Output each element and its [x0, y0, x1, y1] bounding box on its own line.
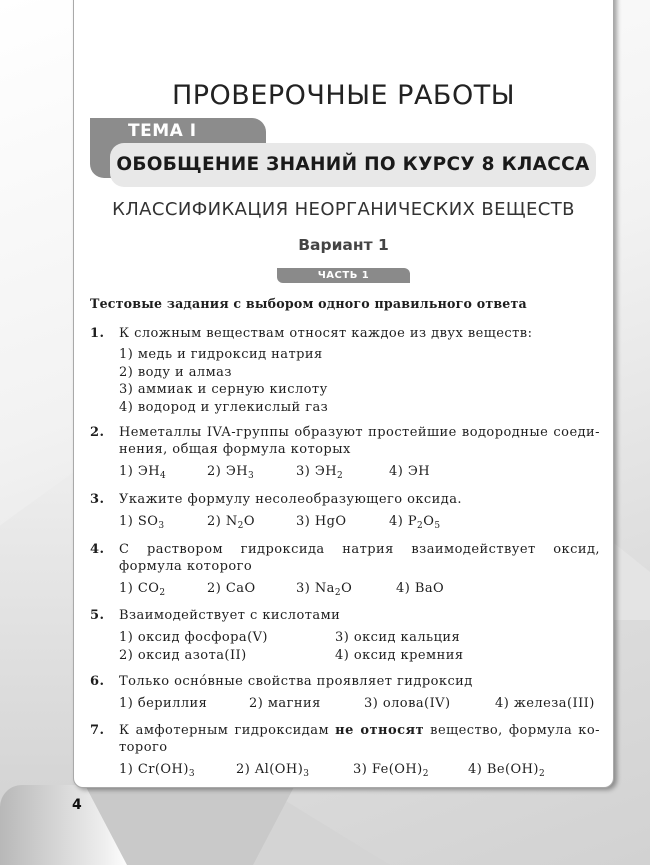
question-text-content: Неметаллы IVA-группы образуют простейшие водородные соеди-нения, общая формула которых [119, 425, 600, 457]
answer-option: 1) оксид фосфора(V) [119, 630, 268, 645]
answer-option: 4) ЭН [389, 464, 431, 479]
question-text [119, 722, 600, 756]
page-title: ПРОВЕРОЧНЫЕ РАБОТЫ [171, 80, 516, 111]
theme-label: ТЕМА I [128, 121, 197, 141]
answer-option: 1) $CO_2$ [119, 581, 166, 598]
question-1 [90, 325, 600, 416]
question-7 [90, 722, 600, 779]
question-number: 1. [90, 326, 105, 341]
answer-option: 2) оксид азота(II) [119, 647, 247, 663]
answer-option: 2) CaO [207, 581, 256, 596]
question-number: 3. [90, 492, 105, 507]
question-text-part: К амфотерным гидроксидам [119, 723, 336, 738]
section-heading: Тестовые задания с выбором одного правильного ответа [90, 296, 527, 311]
answer-option: 3) аммиак и серную кислоту [119, 382, 328, 397]
question-number: 5. [90, 608, 105, 623]
answer-option: 1) $SO_3$ [119, 514, 165, 531]
subtopic-title: КЛАССИФИКАЦИЯ НЕОРГАНИЧЕСКИХ ВЕЩЕСТВ [112, 199, 575, 220]
question-text: К сложным веществам относят каждое из двух веществ: [119, 326, 533, 341]
question-text: Укажите формулу несолеобразующего оксида. [119, 492, 463, 507]
worksheet-page [73, 0, 614, 788]
answer-option: 3) оксид кальция [335, 630, 461, 645]
answer-option: 4) BaO [396, 581, 445, 596]
answer-option: 2) $Al(OH)_3$ [236, 762, 310, 779]
answer-option: 4) водород и углекислый газ [119, 399, 329, 415]
question-number: 6. [90, 674, 105, 689]
question-2 [90, 424, 600, 481]
answer-option: 3) $ЭН_2$ [296, 464, 344, 481]
question-text: Взаимодействует с кислотами [119, 608, 341, 623]
variant-label: Вариант 1 [298, 236, 389, 254]
question-text: Только оснóвные свойства проявляет гидроксид [119, 674, 473, 689]
answer-option: 3) $Na_2O$ [296, 581, 353, 598]
answer-option: 1) медь и гидроксид натрия [119, 347, 323, 362]
question-6 [90, 673, 600, 713]
answer-option: 4) железа(III) [495, 696, 595, 711]
question-text-part: вещество, формула ко-торого [119, 723, 600, 755]
question-text: С раствором гидроксида натрия взаимодействует оксид, формула которого [119, 542, 600, 574]
topic-title: ОБОБЩЕНИЕ ЗНАНИЙ ПО КУРСУ 8 КЛАССА [116, 154, 590, 175]
question-text [119, 424, 600, 458]
part-badge: ЧАСТЬ 1 [277, 268, 410, 283]
answer-option: 3) олова(IV) [364, 696, 451, 711]
answer-option: 3) HgO [296, 514, 347, 529]
answer-option: 2) $N_2O$ [207, 514, 255, 531]
answer-option: 4) $P_2O_5$ [389, 514, 441, 531]
emphasized-text: не относят [335, 723, 425, 738]
answer-option: 1) бериллия [119, 696, 208, 711]
answer-option: 2) воду и алмаз [119, 364, 232, 380]
answer-option: 3) $Fe(OH)_2$ [353, 762, 429, 779]
question-5 [90, 607, 600, 665]
question-number: 4. [90, 542, 105, 557]
answer-option: 4) оксид кремния [335, 647, 464, 663]
question-number: 2. [90, 425, 105, 440]
page-number: 4 [72, 797, 82, 813]
question-4 [90, 541, 600, 598]
question-number: 7. [90, 723, 105, 738]
answer-option: 2) $ЭН_3$ [207, 464, 255, 481]
answer-option: 2) магния [249, 696, 321, 711]
answer-option: 1) $ЭН_4$ [119, 464, 167, 481]
question-3 [90, 491, 600, 531]
answer-option: 1) $Cr(OH)_3$ [119, 762, 196, 779]
answer-option: 4) $Be(OH)_2$ [468, 762, 546, 779]
